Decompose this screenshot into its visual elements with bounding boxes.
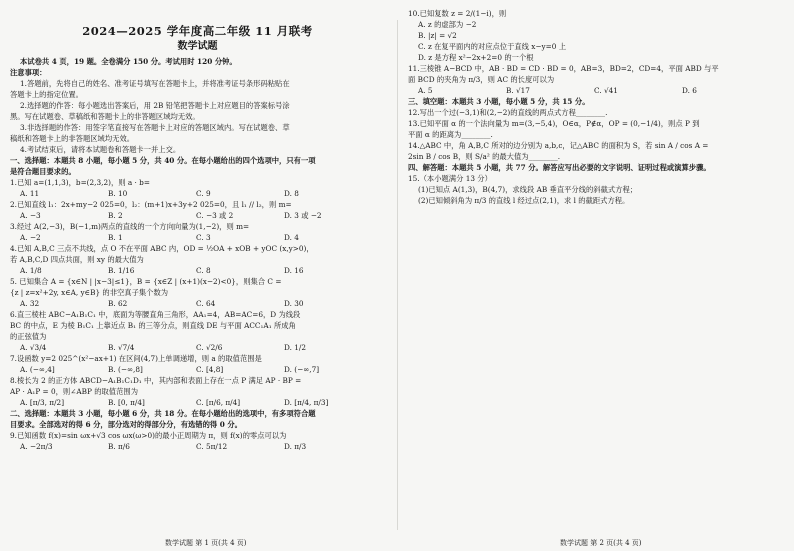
option-a: A. (−∞,4] — [20, 365, 55, 374]
section-heading: 是符合题目要求的。 — [10, 167, 76, 176]
question-2-options — [10, 210, 385, 221]
note-line: 稿纸和答题卡上的非答题区域均无效。 — [10, 134, 135, 143]
option-d: D. 1/2 — [284, 343, 306, 352]
question-13-cont: 平面 α 的距离为________. — [408, 130, 493, 139]
option-c: C. √2/6 — [196, 343, 223, 352]
option-b: B. (−∞,8] — [108, 365, 143, 374]
option-c: C. 8 — [196, 266, 211, 275]
note-line: 答题卡上的指定位置。 — [10, 90, 83, 99]
option-b: B. π/6 — [108, 442, 130, 451]
note-line: 3.非选择题的作答：用签字笔直接写在答题卡上对应的答题区域内。写在试题卷、草 — [20, 123, 290, 132]
question-15-heading: 15.（本小题满分 13 分） — [408, 174, 492, 183]
option-c: C. [4,8] — [196, 365, 224, 374]
option-d: D. 8 — [284, 189, 299, 198]
option-a: A. z 的虚部为 −2 — [418, 20, 477, 29]
option-b: B. 2 — [108, 211, 123, 220]
question-14-cont: 2sin B / cos B，则 S/a² 的最大值为________. — [408, 152, 561, 161]
option-a: A. −3 — [20, 211, 41, 220]
right-column — [408, 8, 783, 206]
option-a: A. 1/8 — [20, 266, 42, 275]
option-c: C. [π/6, π/4] — [196, 398, 241, 407]
section-heading: 二、选择题：本题共 3 小题，每小题 6 分，共 18 分。在每小题给出的选项中，有多项符合题 — [10, 409, 316, 418]
question-13: 13.已知平面 α 的一个法向量为 m=(3,−5,4)，O∈α，P∉α，OP = (0,−1/4)，则点 P 到 — [408, 119, 700, 128]
option-b: B. [0, π/4] — [108, 398, 145, 407]
note-line: 2.选择题的作答：每小题选出答案后，用 2B 铅笔把答题卡上对应题目的答案标号涂 — [20, 101, 290, 110]
question-1-options — [10, 188, 385, 199]
option-d: D. z 是方程 x²−2x+2=0 的一个根 — [418, 53, 534, 62]
option-b: B. 1 — [108, 233, 123, 242]
option-a: A. √3/4 — [20, 343, 47, 352]
option-a: A. 11 — [20, 189, 40, 198]
question-6-stem-cont: BC 的中点，E 为棱 B₁C₁ 上靠近点 B₁ 的三等分点，则直线 DE 与平面 ACC₁A₁ 所成角 — [10, 321, 296, 330]
question-15-part-2: (2)已知倾斜角为 π/3 的直线 l 经过点(2,1)，求 l 的截距式方程。 — [418, 196, 630, 205]
option-d: D. (−∞,7] — [284, 365, 320, 374]
note-line: 1.答题前，先将自己的姓名、准考证号填写在答题卡上，并将准考证号条形码粘贴在 — [20, 79, 290, 88]
left-column — [10, 10, 385, 452]
question-3-stem: 3.经过 A(2,−3)，B(−1,m)两点的直线的一个方向向量为(1,−2)，则 m= — [10, 222, 250, 231]
question-4-options — [10, 265, 385, 276]
question-12: 12.写出一个过(−3,1)和(2,−2)的直线的两点式方程________. — [408, 108, 608, 117]
question-3-options — [10, 232, 385, 243]
question-8-stem: 8.棱长为 2 的正方体 ABCD−A₁B₁C₁D₁ 中，其内部和表面上存在一点 P 满足 AP · BP = — [10, 376, 302, 385]
section-heading: 三、填空题：本题共 3 小题，每小题 5 分，共 15 分。 — [408, 97, 590, 106]
exam-subtitle: 数学试题 — [177, 41, 218, 52]
question-5-stem-cont: {z | z=x²+2y, x∈A, y∈B} 的非空真子集个数为 — [10, 288, 169, 297]
question-7-stem: 7.设函数 y=2 025^(x²−ax+1) 在区间(4,7)上单调递增，则 a 的取值范围是 — [10, 354, 262, 363]
question-6-options — [10, 342, 385, 353]
option-d: D. π/3 — [284, 442, 307, 451]
option-b: B. 1/16 — [108, 266, 135, 275]
option-b: B. 62 — [108, 299, 128, 308]
option-d: D. 6 — [682, 86, 697, 95]
option-c: C. −3 或 2 — [196, 211, 234, 220]
option-c: C. 9 — [196, 189, 211, 198]
option-c: C. √41 — [594, 86, 618, 95]
option-d: D. 3 或 −2 — [284, 211, 322, 220]
question-5-options — [10, 298, 385, 309]
section-heading: 四、解答题：本题共 5 小题，共 77 分。解答应写出必要的文字说明、证明过程或演算步骤。 — [408, 163, 711, 172]
option-a: A. −2π/3 — [20, 442, 53, 451]
option-b: B. |z| = √2 — [418, 31, 457, 40]
question-4-stem-cont: 若 A,B,C,D 四点共面，则 xy 的最大值为 — [10, 255, 144, 264]
option-a: A. [π/3, π/2] — [20, 398, 65, 407]
question-9-stem: 9.已知函数 f(x)=sin ωx+√3 cos ωx(ω>0)的最小正周期为 π，则 f(x)的零点可以为 — [10, 431, 287, 440]
section-heading: 一、选择题：本题共 8 小题，每小题 5 分，共 40 分。在每小题给出的四个选项中，只有一项 — [10, 156, 316, 165]
question-11-stem: 11.三棱锥 A−BCD 中，AB · BD = CD · BD = 0，AB=3，BD=2，CD=4，平面 ABD 与平 — [408, 64, 719, 73]
question-7-options — [10, 364, 385, 375]
question-5-stem: 5. 已知集合 A = {x∈N | |x−3|≤1}，B = {x∈Z | (x+1)(x−2)<0}，则集合 C = — [10, 277, 282, 286]
option-d: D. 16 — [284, 266, 304, 275]
option-b: B. √17 — [506, 86, 530, 95]
question-6-stem-cont: 的正弦值为 — [10, 332, 47, 341]
question-15-part-1: (1)已知点 A(1,3)，B(4,7)，求线段 AB 垂直平分线的斜截式方程； — [418, 185, 638, 194]
note-line: 黑。写在试题卷、草稿纸和答题卡上的非答题区域均无效。 — [10, 112, 200, 121]
question-2-stem: 2.已知直线 l₁：2x+my−2 025=0，l₂：(m+1)x+3y+2 025=0，且 l₁ // l₂，则 m= — [10, 200, 292, 209]
option-d: D. 4 — [284, 233, 299, 242]
exam-info: 本试卷共 4 页，19 题。全卷满分 150 分。考试用时 120 分钟。 — [20, 57, 237, 66]
option-c: C. z 在复平面内的对应点位于直线 x−y=0 上 — [418, 42, 567, 51]
option-d: D. [π/4, π/3] — [284, 398, 329, 407]
note-line: 4.考试结束后，请将本试题卷和答题卡一并上交。 — [20, 145, 181, 154]
question-10-stem: 10.已知复数 z = 2/(1−i)，则 — [408, 9, 507, 18]
question-4-stem: 4.已知 A,B,C 三点不共线，点 O 不在平面 ABC 内，OD = ½OA + xOB + yOC (x,y>0)， — [10, 244, 314, 253]
option-c: C. 5π/12 — [196, 442, 228, 451]
question-9-options — [10, 441, 385, 452]
option-d: D. 30 — [284, 299, 304, 308]
question-11-stem-cont: 面 BCD 的夹角为 π/3，则 AC 的长度可以为 — [408, 75, 555, 84]
question-14: 14.△ABC 中，角 A,B,C 所对的边分别为 a,b,c，记△ABC 的面积为 S，若 sin A / cos A = — [408, 141, 709, 150]
question-8-options — [10, 397, 385, 408]
question-8-stem-cont: AP · A₁P = 0，则∠ABP 的取值范围为 — [10, 387, 138, 396]
question-11-options — [408, 85, 783, 96]
notes-heading: 注意事项： — [10, 68, 47, 77]
page-footer-left: 数学试题 第 1 页(共 4 页) — [165, 539, 247, 547]
exam-title: 2024—2025 学年度高二年级 11 月联考 — [82, 24, 313, 38]
section-heading: 目要求。全部选对的得 6 分，部分选对的得部分分，有选错的得 0 分。 — [10, 420, 242, 429]
option-c: C. 64 — [196, 299, 216, 308]
option-a: A. −2 — [20, 233, 41, 242]
page-footer-right: 数学试题 第 2 页(共 4 页) — [560, 539, 642, 547]
option-c: C. 3 — [196, 233, 211, 242]
question-1-stem: 1.已知 a=(1,1,3)，b=(2,3,2)，则 a · b= — [10, 178, 150, 187]
option-b: B. 10 — [108, 189, 128, 198]
question-6-stem: 6.直三棱柱 ABC−A₁B₁C₁ 中，底面为等腰直角三角形，AA₁=4，AB=AC=6，D 为线段 — [10, 310, 301, 319]
column-divider — [397, 20, 398, 530]
option-a: A. 32 — [20, 299, 40, 308]
option-a: A. 5 — [418, 86, 433, 95]
option-b: B. √7/4 — [108, 343, 135, 352]
